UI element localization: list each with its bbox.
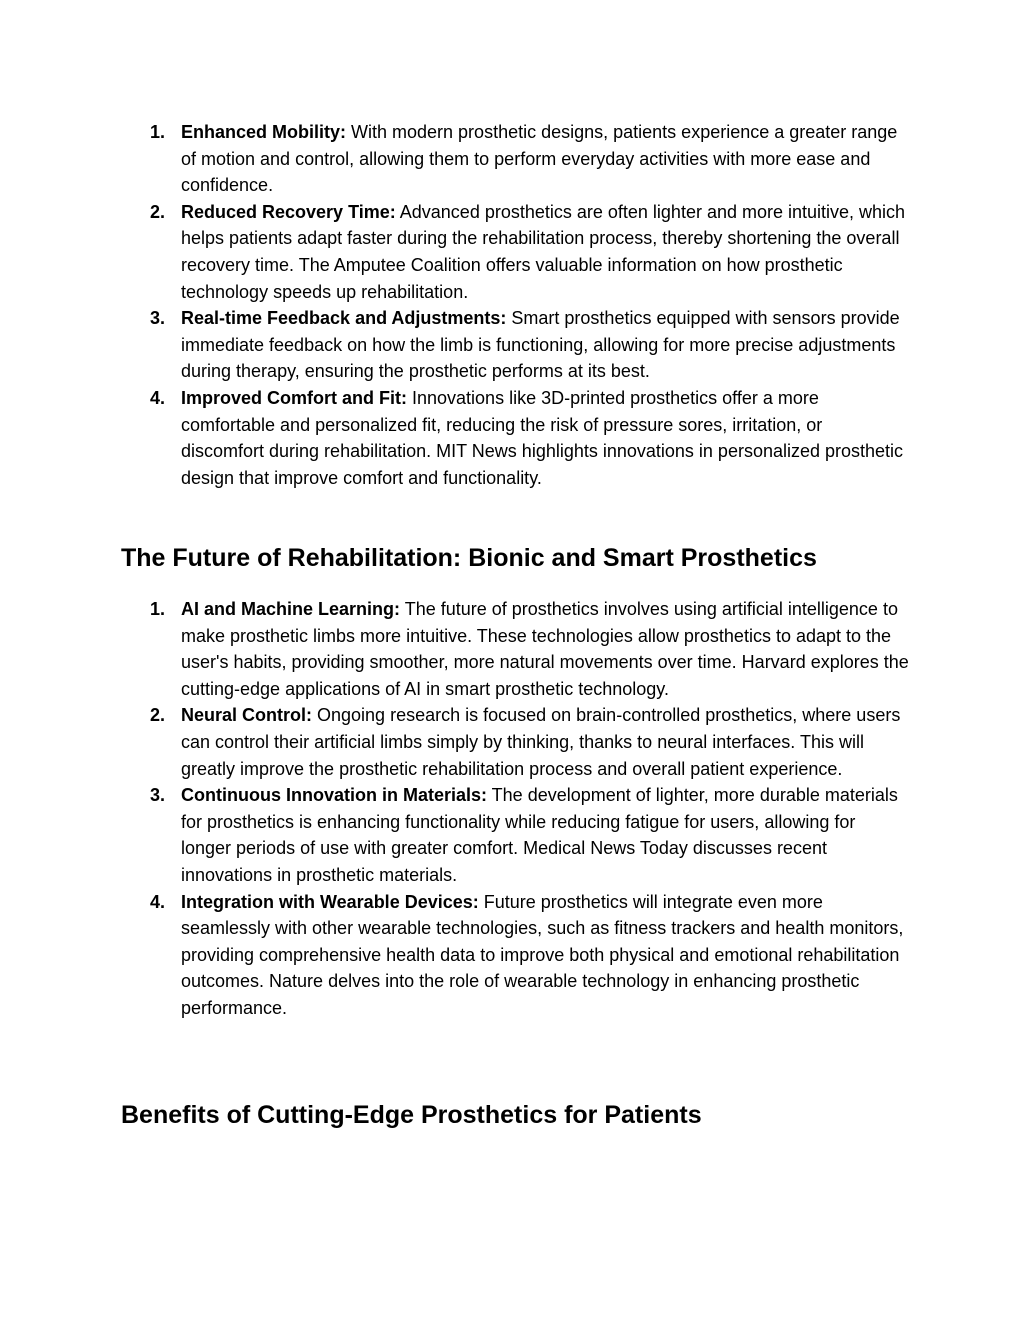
list-item-title: Reduced Recovery Time: [181, 201, 396, 222]
list-item [150, 702, 910, 782]
list-item [150, 385, 910, 491]
list-item-title: Real-time Feedback and Adjustments: [181, 308, 507, 329]
list-item-text: The future of prosthetics involves using artificial intelligence to make prosthetic limbs more intuitive. These technologies allow prosthetics to adapt to the user's habits, providing smoother, more natural movements over time. Harvard explores the cutting-edge applications of AI in smart prosthetic technology. [181, 599, 909, 699]
list-item-number: 2. [150, 705, 166, 726]
list-item-text: With modern prosthetic designs, patients experience a greater range of motion and control, allowing them to perform everyday activities with more ease and confidence. [181, 122, 898, 196]
list-item-number: 3. [150, 308, 166, 329]
list-item-number: 3. [150, 785, 166, 806]
list-item-text: Future prosthetics will integrate even more seamlessly with other wearable technologies, such as fitness trackers and health monitors, providing comprehensive health data to improve both physical and emotional rehabilitation outcomes. Nature delves into the role of wearable technology in enhancing prosthetic performance. [181, 891, 904, 1018]
list-item-number: 4. [150, 891, 166, 912]
list-item [150, 305, 910, 385]
list-item-title: Continuous Innovation in Materials: [181, 785, 487, 806]
list-item [150, 596, 910, 702]
list-item [150, 199, 910, 305]
list-item [150, 119, 910, 199]
list-item-title: Improved Comfort and Fit: [181, 387, 407, 408]
list-item [150, 889, 910, 1022]
section-heading-future: The Future of Rehabilitation: Bionic and Smart Prosthetics [121, 544, 817, 572]
list-item-text: Innovations like 3D-printed prosthetics offer a more comfortable and personalized fit, reducing the risk of pressure sores, irritation, or discomfort during rehabilitation. MIT News highlights innovations in personalized prosthetic design that improve comfort and functionality. [181, 387, 904, 488]
list-item-text: Ongoing research is focused on brain-controlled prosthetics, where users can control their artificial limbs simply by thinking, thanks to neural interfaces. This will greatly improve the prosthetic rehabilitation process and overall patient experience. [181, 705, 901, 779]
future-prosthetics-list [150, 596, 910, 1022]
list-item-number: 2. [150, 201, 166, 222]
list-item [150, 782, 910, 888]
list-item-number: 4. [150, 387, 166, 408]
list-item-text: Smart prosthetics equipped with sensors provide immediate feedback on how the limb is functioning, allowing for more precise adjustments during therapy, ensuring the prosthetic performs at its best. [181, 308, 900, 382]
list-item-title: Enhanced Mobility: [181, 122, 347, 142]
list-item-number: 1. [150, 122, 166, 142]
section-heading-benefits: Benefits of Cutting-Edge Prosthetics for Patients [121, 1101, 702, 1129]
list-item-text: The development of lighter, more durable materials for prosthetics is enhancing functionality while reducing fatigue for users, allowing for longer periods of use with greater comfort. Medical News Today discusses recent innovations in prosthetic materials. [181, 785, 898, 885]
list-item-title: Neural Control: [181, 705, 313, 726]
rehabilitation-benefits-list [150, 119, 910, 491]
list-item-title: AI and Machine Learning: [181, 599, 401, 619]
list-item-text: Advanced prosthetics are often lighter and more intuitive, which helps patients adapt faster during the rehabilitation process, thereby shortening the overall recovery time. The Amputee Coalition offers valuable information on how prosthetic technology speeds up rehabilitation. [181, 201, 906, 302]
list-item-title: Integration with Wearable Devices: [181, 891, 479, 912]
list-item-number: 1. [150, 599, 166, 619]
